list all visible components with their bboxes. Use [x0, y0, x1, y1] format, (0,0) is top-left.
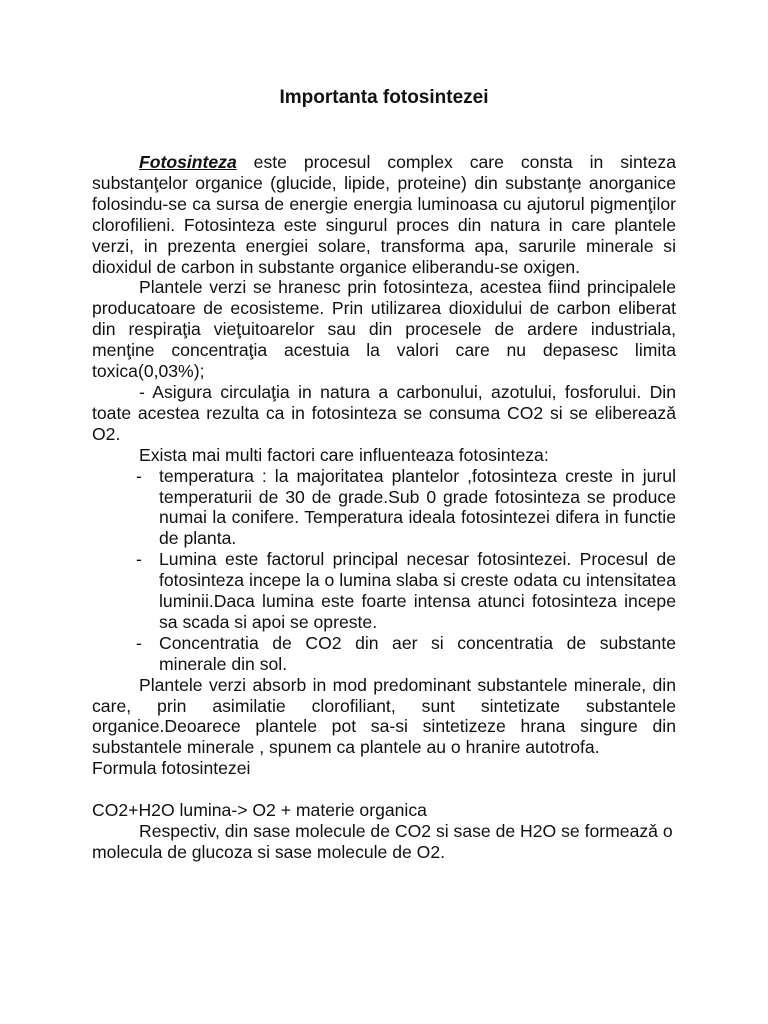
paragraph-absorb: Plantele verzi absorb in mod predominant substantele minerale, din care, prin asimilatie clorofiliant, sunt sintetizate substantele organice.Deoarece plantele pot sa-si sintetizeze hrana singure din substantele minerale , spunem ca plantele au o hranire autotrofa.	[92, 674, 676, 758]
list-dash: -	[136, 549, 142, 570]
formula-line: CO2+H2O lumina-> O2 + materie organica	[92, 800, 427, 821]
factor-item-co2	[136, 633, 676, 675]
formula-heading: Formula fotosintezei	[92, 758, 251, 779]
document-title: Importanta fotosintezei	[279, 87, 489, 108]
factor-text: temperatura : la majoritatea plantelor ,fotosinteza creste in jurul temperaturii de 30 de grade.Sub 0 grade fotosinteza se produce numai la conifere. Temperatura ideala fotosintezei difera in functie de planta.	[159, 465, 676, 549]
factor-item-light	[136, 549, 676, 633]
blank-line	[92, 779, 676, 800]
paragraph-circulation: - Asigura circulaţia in natura a carbonului, azotului, fosforului. Din toate acestea rezulta ca in fotosinteza se consuma CO2 si se elibereazǎ O2.	[92, 381, 676, 444]
paragraph-plants: Plantele verzi se hranesc prin fotosinteza, acestea fiind principalele producatoare de ecosisteme. Prin utilizarea dioxidului de carbon eliberat din respiraţia vieţuitoarelor sau din procesele de ardere industriala, menţine concentraţia acestuia la valori care nu depasesc limita toxica(0,03%);	[92, 277, 676, 382]
intro-text: este procesul complex care consta in sinteza substanţelor organice (glucide, lipide, proteine) din substanţe anorganice folosindu-se ca sursa de energie energia luminoasa cu ajutorul pigmenţilor clorofilieni. Fotosinteza este singurul proces din natura in care plantele verzi, in prezenta energiei solare, transforma apa, sarurile minerale si dioxidul de carbon in substante organice eliberandu-se oxigen.	[92, 152, 676, 277]
factor-item-temperature	[136, 466, 676, 550]
document-page	[92, 86, 676, 863]
intro-paragraph	[92, 152, 676, 277]
factors-list	[92, 466, 676, 675]
list-dash: -	[136, 465, 142, 486]
conclusion-paragraph: Respectiv, din sase molecule de CO2 si sase de H2O se formeazǎ o molecula de glucoza si sase molecule de O2.	[92, 820, 673, 862]
intro-term: Fotosinteza	[139, 152, 237, 172]
factors-intro: Exista mai multi factori care influenteaza fotosinteza:	[139, 444, 549, 465]
list-dash: -	[136, 632, 142, 653]
factor-text: Concentratia de CO2 din aer si concentratia de substante minerale din sol.	[159, 632, 676, 674]
factor-text: Lumina este factorul principal necesar fotosintezei. Procesul de fotosinteza incepe la o lumina slaba si creste odata cu intensitatea luminii.Daca lumina este foarte intensa atunci fotosinteza incepe sa scada si apoi se opreste.	[159, 549, 676, 632]
